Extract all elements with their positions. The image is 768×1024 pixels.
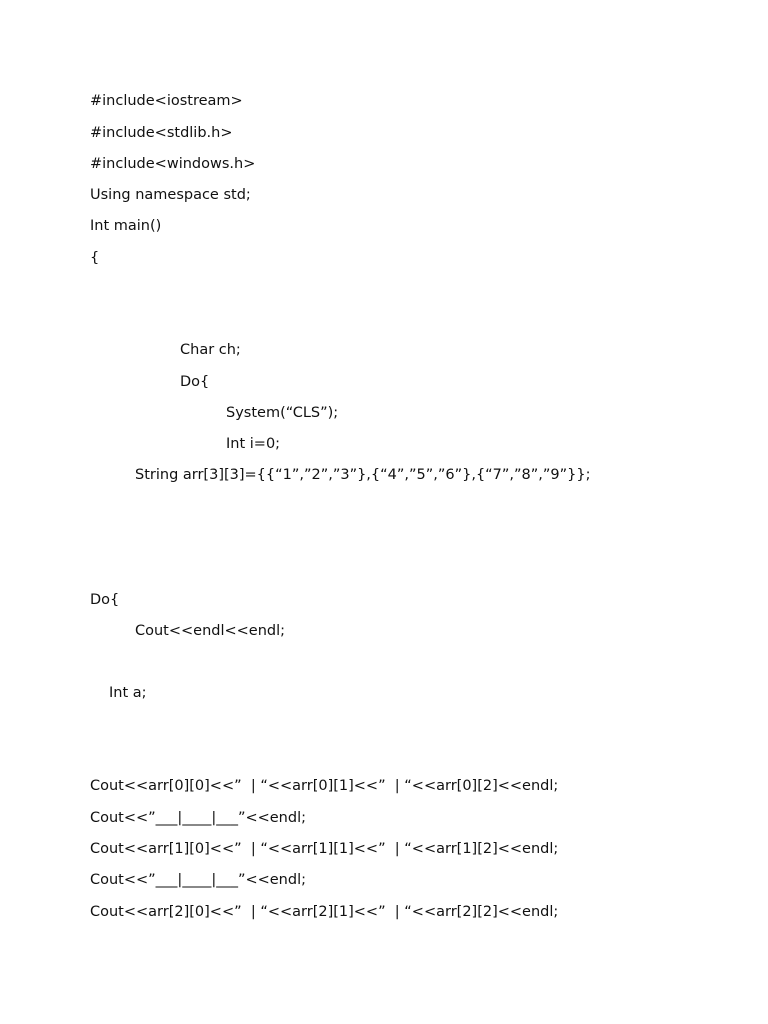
code-line: Int a; xyxy=(109,685,147,701)
code-line: Cout<<”___|____|___”<<endl; xyxy=(90,810,306,826)
code-line: Char ch; xyxy=(180,342,241,358)
code-line: Using namespace std; xyxy=(90,187,251,203)
code-line: Cout<<arr[0][0]<<” | “<<arr[0][1]<<” | “<<arr[0][2]<<endl; xyxy=(90,778,559,794)
code-line: Int main() xyxy=(90,218,162,234)
code-line: Cout<<arr[1][0]<<” | “<<arr[1][1]<<” | “<<arr[1][2]<<endl; xyxy=(90,841,559,857)
code-line: Int i=0; xyxy=(226,436,281,452)
code-line: Do{ xyxy=(90,592,120,608)
code-line: String arr[3][3]={{“1”,”2”,”3”},{“4”,”5”,”6”},{“7”,”8”,”9”}}; xyxy=(135,467,591,483)
code-line: #include<iostream> xyxy=(90,93,243,109)
code-line: #include<stdlib.h> xyxy=(90,125,233,141)
code-line: #include<windows.h> xyxy=(90,156,256,172)
code-line: Cout<<arr[2][0]<<” | “<<arr[2][1]<<” | “<<arr[2][2]<<endl; xyxy=(90,904,559,920)
code-line: Cout<<”___|____|___”<<endl; xyxy=(90,872,306,888)
code-line: Do{ xyxy=(180,374,210,390)
code-line: { xyxy=(90,250,100,266)
code-line: Cout<<endl<<endl; xyxy=(135,623,286,639)
code-line: System(“CLS”); xyxy=(226,405,339,421)
